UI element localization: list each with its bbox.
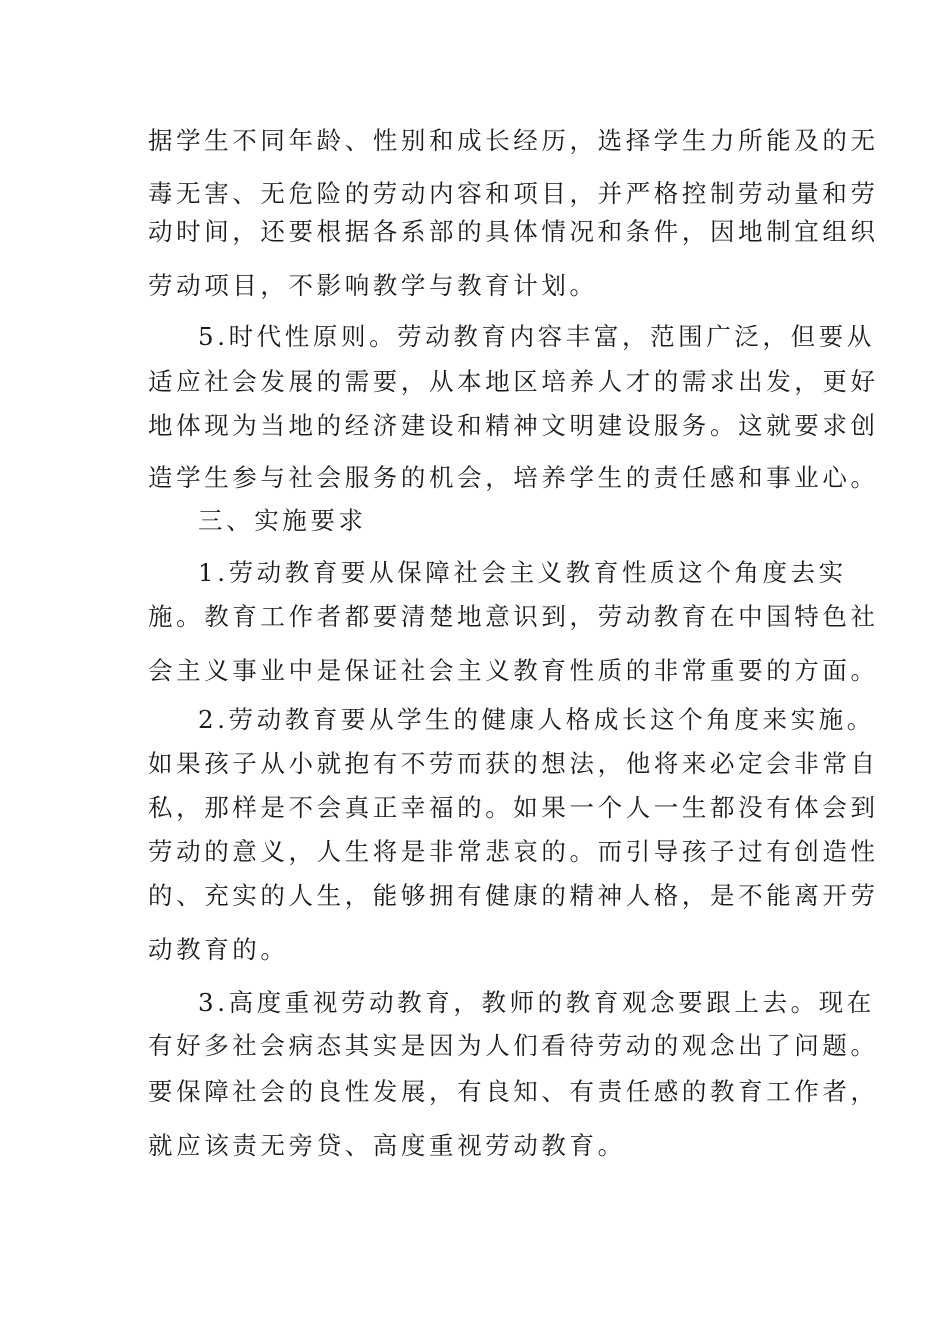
text-line: 造学生参与社会服务的机会，培养学生的责任感和事业心。 <box>148 463 879 492</box>
text-line: 1.劳动教育要从保障社会主义教育性质这个角度去实 <box>198 558 847 587</box>
section-heading: 三、实施要求 <box>198 506 367 535</box>
text-line: 动教育的。 <box>148 935 289 964</box>
text-line: 毒无害、无危险的劳动内容和项目，并严格控制劳动量和劳 <box>148 179 879 208</box>
text-line: 就应该责无旁贷、高度重视劳动教育。 <box>148 1131 626 1160</box>
text-line: 要保障社会的良性发展，有良知、有责任感的教育工作者， <box>148 1077 879 1106</box>
text-line: 地体现为当地的经济建设和精神文明建设服务。这就要求创 <box>148 411 879 440</box>
text-line: 的、充实的人生，能够拥有健康的精神人格，是不能离开劳 <box>148 881 879 910</box>
text-line: 有好多社会病态其实是因为人们看待劳动的观念出了问题。 <box>148 1031 879 1060</box>
text-line: 施。教育工作者都要清楚地意识到，劳动教育在中国特色社 <box>148 602 879 631</box>
text-line: 2.劳动教育要从学生的健康人格成长这个角度来实施。 <box>198 705 875 734</box>
text-line: 如果孩子从小就抱有不劳而获的想法，他将来必定会非常自 <box>148 749 879 778</box>
text-line: 适应社会发展的需要，从本地区培养人才的需求出发，更好 <box>148 367 879 396</box>
text-line: 劳动的意义，人生将是非常悲哀的。而引导孩子过有创造性 <box>148 837 879 866</box>
text-line: 5.时代性原则。劳动教育内容丰富，范围广泛，但要从 <box>198 322 875 351</box>
text-line: 会主义事业中是保证社会主义教育性质的非常重要的方面。 <box>148 656 879 685</box>
text-line: 劳动项目，不影响教学与教育计划。 <box>148 271 598 300</box>
text-line: 私，那样是不会真正幸福的。如果一个人一生都没有体会到 <box>148 793 879 822</box>
text-line: 据学生不同年龄、性别和成长经历，选择学生力所能及的无 <box>148 126 879 155</box>
text-line: 动时间，还要根据各系部的具体情况和条件，因地制宜组织 <box>148 217 879 246</box>
text-line: 3.高度重视劳动教育，教师的教育观念要跟上去。现在 <box>198 988 875 1017</box>
